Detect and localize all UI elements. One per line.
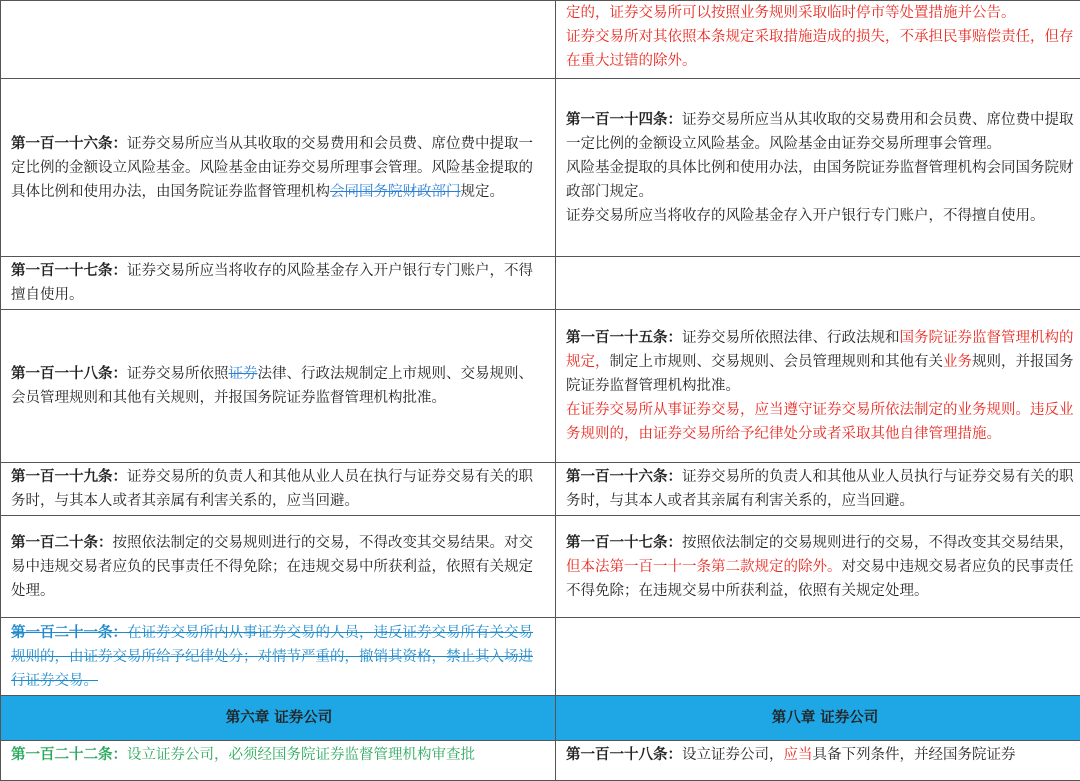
text-run: 证券交易所的负责人和其他从业人员执行与证券交易有关的职务时，与其本人或者其亲属有利害关系的，应当回避。 <box>566 469 1074 509</box>
article-paragraph <box>11 465 547 513</box>
text-run: 证券交易所应当从其收取的交易费用和会员费、席位费中提取一定比例的金额设立风险基金。风险基金由证券交易所理事会管理。风险基金提取的具体比例和使用办法，由国务院证券监督管理机构 <box>11 136 533 200</box>
text-run: 证券交易所依照法律、行政法规和 <box>682 330 900 346</box>
new-law-cell <box>556 516 1080 618</box>
article-paragraph <box>566 204 1080 228</box>
text-run: 第一百一十七条： <box>11 263 127 279</box>
text-run: 业务 <box>943 354 972 370</box>
new-law-cell <box>556 257 1080 310</box>
old-law-cell <box>1 463 556 516</box>
text-run: 规定。 <box>461 184 505 200</box>
chapter-title-old: 第六章 证券公司 <box>1 696 556 741</box>
article-paragraph <box>566 156 1080 204</box>
text-run: 国务院证券监督管理机构的规定， <box>566 330 1074 370</box>
text-run: 法律、行政法规制定上市规则、交易规则、会员管理规则和其他有关规则，并报国务院证券监督管理机构批准。 <box>11 366 533 406</box>
old-law-cell <box>1 310 556 463</box>
text-run: 在证券交易所内从事证券交易的人员，违反证券交易所有关交易规则的，由证券交易所给予纪律处分；对情节严重的，撤销其资格，禁止其入场进行证券交易。 <box>11 625 533 689</box>
chapter-header-row <box>1 696 1080 741</box>
article-paragraph <box>11 531 547 603</box>
article-paragraph <box>566 108 1080 156</box>
text-run: 风险基金提取的具体比例和使用办法，由国务院证券监督管理机构会同国务院财政部门规定。 <box>566 160 1074 200</box>
text-run: 第一百二十一条： <box>11 625 127 641</box>
text-run: 应当 <box>784 747 813 763</box>
text-run: 在证券交易所从事证券交易，应当遵守证券交易所依法制定的业务规则。违反业务规则的，由证券交易所给予纪律处分或者采取其他自律管理措施。 <box>566 402 1074 442</box>
old-law-cell <box>1 516 556 618</box>
text-run: 第一百一十八条： <box>11 366 127 382</box>
text-run: 证券交易所的负责人和其他从业人员在执行与证券交易有关的职务时，与其本人或者其亲属有利害关系的，应当回避。 <box>11 469 533 509</box>
text-run: 但本法第一百一十一条第二款规定的除外。 <box>566 559 842 575</box>
text-run: 第一百一十七条： <box>566 535 682 551</box>
table-row <box>1 618 1080 696</box>
new-law-cell <box>556 741 1080 781</box>
new-law-cell <box>556 463 1080 516</box>
article-paragraph <box>11 259 547 307</box>
text-run: 证券交易所依照 <box>127 366 229 382</box>
article-paragraph <box>566 326 1080 398</box>
table-row <box>1 79 1080 257</box>
text-run: 第一百二十二条： <box>11 747 127 763</box>
article-paragraph <box>566 743 1080 767</box>
article-paragraph <box>11 362 547 410</box>
text-run: 证券交易所应当将收存的风险基金存入开户银行专门账户，不得擅自使用。 <box>566 208 1045 224</box>
article-paragraph <box>566 1 1080 25</box>
old-law-cell <box>1 1 556 79</box>
new-law-cell <box>556 1 1080 79</box>
text-run: 第一百一十六条： <box>566 469 682 485</box>
text-run: 制定上市规则、交易规则、会员管理规则和其他有关 <box>610 354 944 370</box>
text-run: 证券交易所对其依照本条规定采取措施造成的损失，不承担民事赔偿责任，但存在重大过错的除外。 <box>566 29 1074 69</box>
text-run: 第一百一十八条： <box>566 747 682 763</box>
table-row <box>1 1 1080 79</box>
old-law-cell <box>1 618 556 696</box>
text-run: 第一百一十九条： <box>11 469 127 485</box>
text-run: 定的，证券交易所可以按照业务规则采取临时停市等处置措施并公告。 <box>566 5 1016 21</box>
article-paragraph <box>11 132 547 204</box>
article-paragraph <box>566 398 1080 446</box>
new-law-cell <box>556 310 1080 463</box>
text-run: 第一百二十条： <box>11 535 113 551</box>
text-run: 对交易中违规交易者应负的民事责任不得免除；在违规交易中所获利益，依照有关规定处理。 <box>566 559 1074 599</box>
text-run: 证券交易所应当从其收取的交易费用和会员费、席位费中提取一定比例的金额设立风险基金。风险基金由证券交易所理事会管理。 <box>566 112 1074 152</box>
new-law-cell <box>556 618 1080 696</box>
chapter-title-new: 第八章 证券公司 <box>556 696 1080 741</box>
text-run: 具备下列条件，并经国务院证券 <box>813 747 1016 763</box>
text-run: 第一百一十五条： <box>566 330 682 346</box>
text-run: 第一百一十四条： <box>566 112 682 128</box>
article-paragraph <box>11 621 547 693</box>
text-run: 证券交易所应当将收存的风险基金存入开户银行专门账户，不得擅自使用。 <box>11 263 533 303</box>
old-law-cell <box>1 79 556 257</box>
article-paragraph <box>566 531 1080 603</box>
old-law-cell <box>1 741 556 781</box>
article-paragraph <box>11 743 547 767</box>
table-row <box>1 463 1080 516</box>
table-row <box>1 741 1080 781</box>
text-run: 会同国务院财政部门 <box>330 184 461 200</box>
text-run: 证券 <box>229 366 258 382</box>
text-run: 按照依法制定的交易规则进行的交易，不得改变其交易结果， <box>682 535 1074 551</box>
text-run: 设立证券公司， <box>682 747 784 763</box>
text-run: 设立证券公司，必须经国务院证券监督管理机构审查批 <box>127 747 475 763</box>
new-law-cell <box>556 79 1080 257</box>
table-row <box>1 257 1080 310</box>
article-paragraph <box>566 25 1080 73</box>
old-law-cell <box>1 257 556 310</box>
article-paragraph <box>566 465 1080 513</box>
text-run: 规则，并报国务院证券监督管理机构批准。 <box>566 354 1074 394</box>
text-run: 第一百一十六条： <box>11 136 127 152</box>
table-row <box>1 516 1080 618</box>
table-row <box>1 310 1080 463</box>
text-run: 按照依法制定的交易规则进行的交易，不得改变其交易结果。对交易中违规交易者应负的民事责任不得免除；在违规交易中所获利益，依照有关规定处理。 <box>11 535 533 599</box>
